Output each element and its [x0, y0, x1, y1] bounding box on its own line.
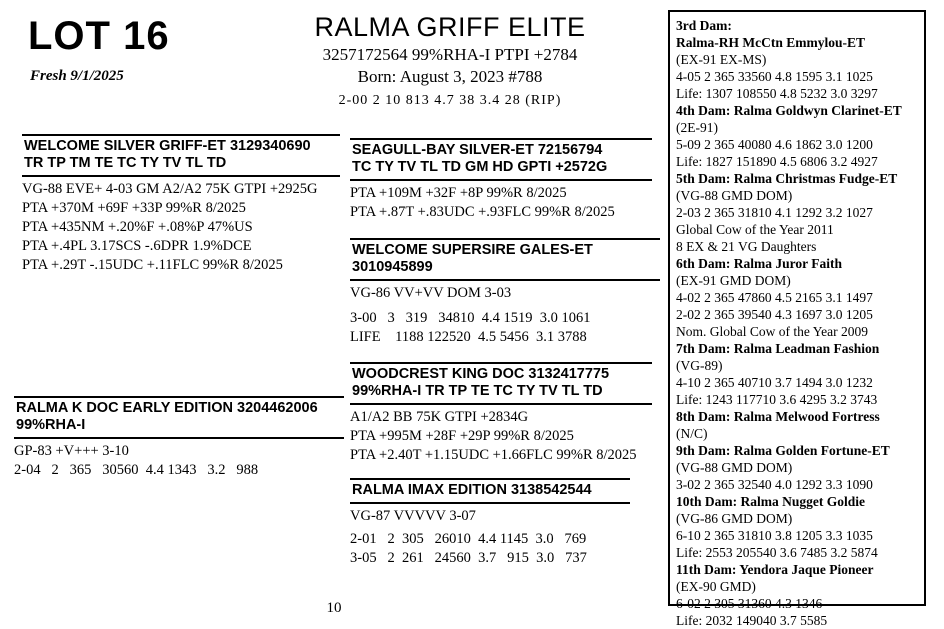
- dam-entry: (EX-91 EX-MS): [676, 52, 767, 67]
- dam-entry: 5th Dam: Ralma Christmas Fudge-ET: [676, 171, 898, 186]
- dam-entry: (VG-88 GMD DOM): [676, 188, 793, 203]
- animal-registration: 3257172564 99%RHA-I PTPI +2784: [322, 45, 578, 64]
- dam-entry: 2-03 2 365 31810 4.1 1292 3.2 1027: [676, 205, 873, 220]
- paternal-granddam-line: VG-86 VV+VV DOM 3-03: [350, 285, 512, 302]
- dam-entry: 4-05 2 365 33560 4.8 1595 3.1 1025: [676, 69, 873, 84]
- dam-entry: (N/C): [676, 426, 708, 441]
- maternal-granddam-details: [350, 504, 630, 568]
- dam-entry: 6th Dam: Ralma Juror Faith: [676, 256, 842, 271]
- sire-details: [22, 177, 340, 274]
- dam-entry: 2-02 2 365 39540 4.3 1697 3.0 1205: [676, 307, 873, 322]
- dam-entry: 5-09 2 365 40080 4.6 1862 3.0 1200: [676, 137, 873, 152]
- maternal-grandsire-title-line1: WOODCREST KING DOC 3132417775: [352, 366, 610, 382]
- maternal-granddam-record: 2-01 2 305 26010 4.4 1145 3.0 769: [350, 530, 587, 547]
- sire-title-line2: TR TP TM TE TC TY TV TL TD: [24, 155, 227, 172]
- sire-line: VG-88 EVE+ 4-03 GM A2/A2 75K GTPI +2925G: [22, 181, 318, 198]
- maternal-grandsire-title-line2: 99%RHA-I TR TP TE TC TY TV TL TD: [352, 383, 603, 400]
- dam-entry: 7th Dam: Ralma Leadman Fashion: [676, 341, 880, 356]
- maternal-grandsire-line: PTA +2.40T +1.15UDC +1.66FLC 99%R 8/2025: [350, 446, 637, 463]
- animal-header: [240, 12, 660, 109]
- paternal-grandsire-line: PTA +.87T +.83UDC +.93FLC 99%R 8/2025: [350, 204, 615, 221]
- maternal-granddam-block: [350, 478, 630, 568]
- dam-entry: 3rd Dam:: [676, 18, 732, 33]
- paternal-granddam-record: LIFE 1188 122520 4.5 5456 3.1 3788: [350, 328, 587, 345]
- maternal-granddam-title-line1: RALMA IMAX EDITION 3138542544: [352, 482, 592, 498]
- dam-entry: 8th Dam: Ralma Melwood Fortress: [676, 409, 880, 424]
- dam-entry: 4-02 2 365 47860 4.5 2165 3.1 1497: [676, 290, 873, 305]
- paternal-grandsire-title: [350, 138, 652, 181]
- sire-block: [22, 134, 340, 274]
- dam-entry: Life: 1243 117710 3.6 4295 3.2 3743: [676, 392, 878, 407]
- maternal-grandsire-block: [350, 362, 652, 465]
- dam-entry: (VG-89): [676, 358, 723, 373]
- paternal-granddam-details: [350, 281, 660, 347]
- dam-title-line2: 99%RHA-I: [16, 417, 86, 434]
- maternal-granddam-title: [350, 478, 630, 504]
- dam-entry: 10th Dam: Ralma Nugget Goldie: [676, 494, 865, 509]
- paternal-granddam-title: [350, 238, 660, 281]
- dam-entry: 9th Dam: Ralma Golden Fortune-ET: [676, 443, 890, 458]
- dam-record: 2-04 2 365 30560 4.4 1343 3.2 988: [14, 462, 259, 479]
- maternal-grandsire-title: [350, 362, 652, 405]
- dam-entry: Life: 1827 151890 4.5 6806 3.2 4927: [676, 154, 878, 169]
- sire-line: PTA +435NM +.20%F +.08%P 47%US: [22, 218, 253, 235]
- dam-line: GP-83 +V+++ 3-10: [14, 443, 129, 460]
- dam-entry: 3-02 2 365 32540 4.0 1292 3.3 1090: [676, 477, 873, 492]
- paternal-grandsire-title-line1: SEAGULL-BAY SILVER-ET 72156794: [352, 142, 603, 158]
- dam-entry: 6-10 2 365 31810 3.8 1205 3.3 1035: [676, 528, 873, 543]
- dam-entry: Global Cow of the Year 2011: [676, 222, 834, 237]
- dam-entry: Nom. Global Cow of the Year 2009: [676, 324, 868, 339]
- dam-entry: 4-10 2 365 40710 3.7 1494 3.0 1232: [676, 375, 873, 390]
- paternal-grandsire-details: [350, 181, 652, 222]
- dam-entry: (EX-91 GMD DOM): [676, 273, 791, 288]
- dam-entry: (EX-90 GMD): [676, 579, 756, 594]
- fresh-date: Fresh 9/1/2025: [30, 68, 124, 84]
- paternal-granddam-record: 3-00 3 319 34810 4.4 1519 3.0 1061: [350, 310, 591, 327]
- dam-entry: (VG-86 GMD DOM): [676, 511, 793, 526]
- paternal-grandsire-line: PTA +109M +32F +8P 99%R 8/2025: [350, 185, 567, 202]
- sire-title: [22, 134, 340, 177]
- sire-line: PTA +.4PL 3.17SCS -.6DPR 1.9%DCE: [22, 237, 252, 254]
- dam-entry: 11th Dam: Yendora Jaque Pioneer: [676, 562, 874, 577]
- lot-number: LOT 16: [28, 14, 170, 58]
- dam-title-line1: RALMA K DOC EARLY EDITION 3204462006: [16, 400, 318, 416]
- maternal-granddam-record: 3-05 2 261 24560 3.7 915 3.0 737: [350, 549, 587, 566]
- ancestor-dams-box: [668, 10, 926, 628]
- dam-block: [14, 396, 344, 480]
- sire-line: PTA +370M +69F +33P 99%R 8/2025: [22, 200, 246, 217]
- dam-entry: Life: 1307 108550 4.8 5232 3.0 3297: [676, 86, 878, 101]
- page-number: 10: [326, 600, 342, 616]
- sire-title-line1: WELCOME SILVER GRIFF-ET 3129340690: [24, 138, 311, 154]
- paternal-grandsire-title-line2: TC TY TV TL TD GM HD GPTI +2572G: [352, 159, 608, 176]
- dam-entry: Life: 2032 149040 3.7 5585: [676, 613, 828, 628]
- dam-entry: 4th Dam: Ralma Goldwyn Clarinet-ET: [676, 103, 902, 118]
- maternal-granddam-line: VG-87 VVVVV 3-07: [350, 508, 476, 525]
- dam-entry: Ralma-RH McCtn Emmylou-ET: [676, 35, 865, 50]
- dam-title: [14, 396, 344, 439]
- paternal-granddam-block: [350, 238, 660, 347]
- maternal-grandsire-line: PTA +995M +28F +29P 99%R 8/2025: [350, 428, 574, 445]
- maternal-grandsire-details: [350, 405, 652, 465]
- dam-entry: 8 EX & 21 VG Daughters: [676, 239, 817, 254]
- paternal-granddam-title-line1: WELCOME SUPERSIRE GALES-ET 3010945899: [352, 242, 593, 276]
- dam-entry: 6-02 2 305 31360 4.3 1346: [676, 596, 823, 611]
- dam-details: [14, 439, 344, 480]
- dam-entry: Life: 2553 205540 3.6 7485 3.2 5874: [676, 545, 878, 560]
- dam-entry: (2E-91): [676, 120, 718, 135]
- maternal-grandsire-line: A1/A2 BB 75K GTPI +2834G: [350, 409, 529, 426]
- sire-line: PTA +.29T -.15UDC +.11FLC 99%R 8/2025: [22, 256, 283, 273]
- animal-birthdate: Born: August 3, 2023 #788: [357, 67, 543, 86]
- animal-production-record: 2-00 2 10 813 4.7 38 3.4 28 (RIP): [338, 93, 562, 108]
- dam-entry: (VG-88 GMD DOM): [676, 460, 793, 475]
- paternal-grandsire-block: [350, 138, 652, 222]
- animal-name: RALMA GRIFF ELITE: [314, 12, 586, 42]
